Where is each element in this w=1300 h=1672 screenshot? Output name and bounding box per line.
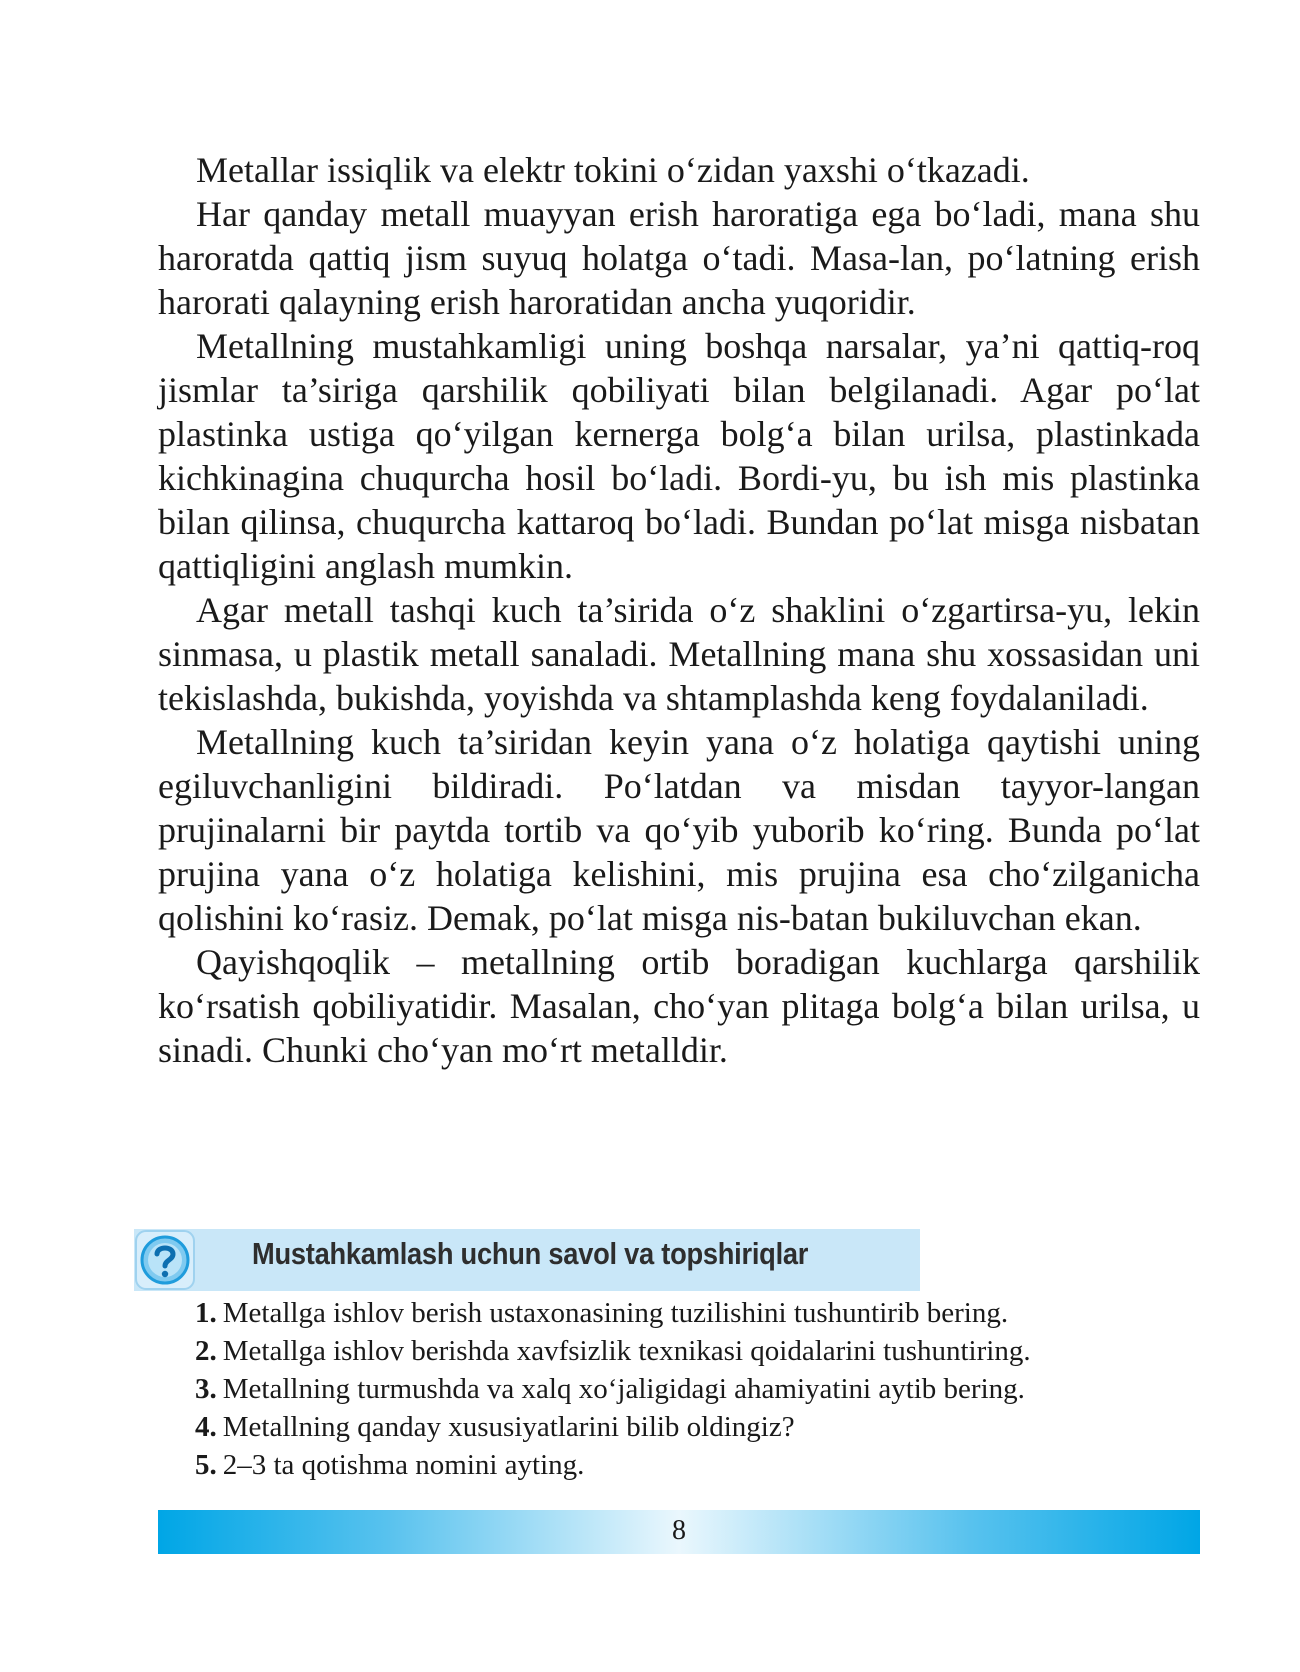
paragraph-1: Metallar issiqlik va elektr tokini o‘zidan yaxshi o‘tkazadi. [196, 150, 1030, 190]
question-number: 5. [195, 1449, 217, 1481]
question-number: 4. [195, 1411, 217, 1443]
paragraph-2: Har qanday metall muayyan erish haroratiga ega bo‘ladi, mana shu haroratda qattiq jism suyuq holatga o‘tadi. Masa-lan, po‘latning erish harorati qalayning erish haroratidan ancha yuqoridir. [158, 194, 1200, 322]
paragraph-5: Metallning kuch ta’siridan keyin yana o‘z holatiga qaytishi uning egiluvchanligini bildiradi. Po‘latdan va misdan tayyor-langan prujinalarni bir paytda tortib va qo‘yib yuborib ko‘ring. Bunda po‘lat prujina yana o‘z holatiga kelishini, mis prujina esa cho‘zilganicha qolishini ko‘rasiz. Demak, po‘lat misga nis-batan bukiluvchan ekan. [158, 722, 1200, 938]
question-item [195, 1370, 1205, 1408]
question-text: 2–3 ta qotishma nomini ayting. [222, 1449, 585, 1481]
page-number: 8 [672, 1515, 686, 1546]
question-list [195, 1294, 1205, 1484]
question-text: Metallga ishlov berishda xavfsizlik texnikasi qoidalarini tushuntiring. [222, 1335, 1031, 1367]
question-item [195, 1332, 1205, 1370]
question-item [195, 1446, 1205, 1484]
question-text: Metallga ishlov berish ustaxonasining tuzilishini tushuntirib bering. [222, 1297, 1009, 1329]
question-text: Metallning qanday xususiyatlarini bilib oldingiz? [222, 1411, 795, 1443]
question-number: 1. [195, 1297, 217, 1329]
question-mark-icon [135, 1230, 195, 1290]
question-item [195, 1294, 1205, 1332]
question-text: Metallning turmushda va xalq xo‘jaligidagi ahamiyatini aytib bering. [222, 1373, 1025, 1405]
question-item [195, 1408, 1205, 1446]
paragraph-4: Agar metall tashqi kuch ta’sirida o‘z shaklini o‘zgartirsa-yu, lekin sinmasa, u plastik metall sanaladi. Metallning mana shu xossasidan uni tekislashda, bukishda, yoyishda va shtamplashda keng foydalaniladi. [158, 590, 1200, 718]
paragraph-6: Qayishqoqlik – metallning ortib boradigan kuchlarga qarshilik ko‘rsatish qobiliyatidir. Masalan, cho‘yan plitaga bolg‘a bilan urilsa, u sinadi. Chunki cho‘yan mo‘rt metalldir. [158, 942, 1200, 1070]
question-number: 3. [195, 1373, 217, 1405]
body-text [158, 148, 1200, 1072]
section-title: Mustahkamlash uchun savol va topshiriqlar [252, 1236, 809, 1271]
question-number: 2. [195, 1335, 217, 1367]
paragraph-3: Metallning mustahkamligi uning boshqa narsalar, ya’ni qattiq-roq jismlar ta’siriga qarshilik qobiliyati bilan belgilanadi. Agar po‘lat plastinka ustiga qo‘yilgan kernerga bolg‘a bilan urilsa, plastinkada kichkinagina chuqurcha hosil bo‘ladi. Bordi-yu, bu ish mis plastinka bilan qilinsa, chuqurcha kattaroq bo‘ladi. Bundan po‘lat misga nisbatan qattiqligini anglash mumkin. [158, 326, 1200, 586]
